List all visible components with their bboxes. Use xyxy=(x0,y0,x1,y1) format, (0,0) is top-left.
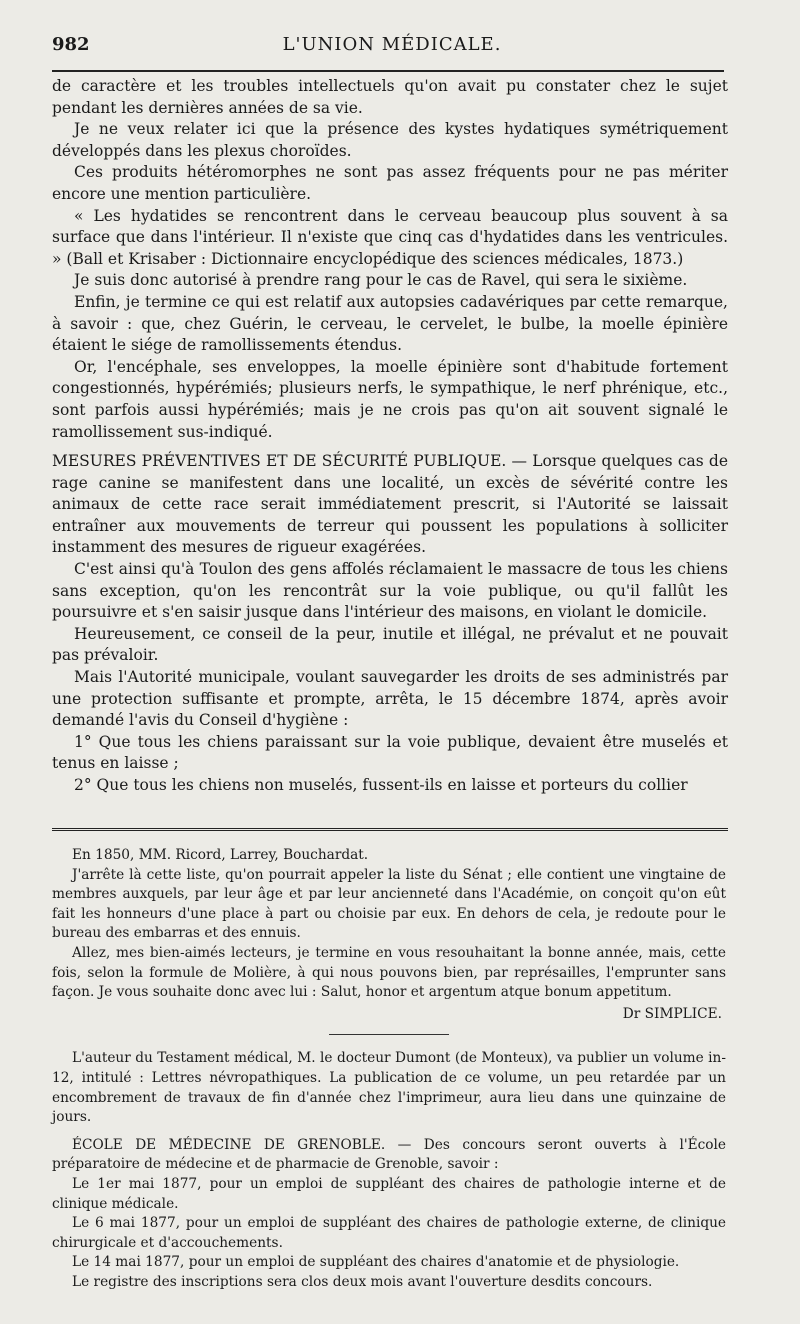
main-article xyxy=(52,76,728,797)
notice-paragraph: Le registre des inscriptions sera clos deux mois avant l'ouverture desdits concours. xyxy=(72,1273,653,1290)
signature: Dr SIMPLICE. xyxy=(622,1005,722,1022)
notice-paragraph: L'auteur du Testament médical, M. le docteur Dumont (de Monteux), va publier un volume in-12, intitulé : Lettres névropathiques. La publication de ce volume, un peu retardée par un encombrement de travaux de fin d'année chez l'imprimeur, aura lieu dans une quinzaine de jours. xyxy=(52,1050,726,1126)
paragraph: Ces produits hétéromorphes ne sont pas assez fréquents pour ne pas mériter encore une mention particulière. xyxy=(52,163,728,203)
paragraph: C'est ainsi qu'à Toulon des gens affolés réclamaient le massacre de tous les chiens sans exception, qu'on les rencontrât sur la voie publique, ou qu'il fallût les poursuivre et s'en saisir jusque dans l'intérieur des maisons, en violant le domicile. xyxy=(52,560,728,622)
running-title: L'UNION MÉDICALE. xyxy=(282,34,502,55)
page-header xyxy=(52,24,732,64)
feuilleton-section xyxy=(52,846,726,1292)
list-item: 1° Que tous les chiens paraissant sur la voie publique, devaient être muselés et tenus en laisse ; xyxy=(52,732,728,773)
section-gap xyxy=(52,443,728,451)
paragraph: Or, l'encéphale, ses enveloppes, la moelle épinière sont d'habitude fortement congestionnés, hypérémiés; plusieurs nerfs, le sympathique, le nerf phrénique, etc., sont parfois aussi hypérémiés; mais je ne crois pas qu'on ait souvent signalé le ramollissement sus-indiqué. xyxy=(52,357,728,441)
feuilleton-separator xyxy=(52,828,728,834)
paragraph: Heureusement, ce conseil de la peur, inutile et illégal, ne prévalut et ne pouvait pas prévaloir. xyxy=(52,624,728,665)
paragraph: Enfin, je termine ce qui est relatif aux autopsies cadavériques par cette remarque, à savoir : que, chez Guérin, le cerveau, le cervelet, le bulbe, la moelle épinière étaient le siége de ramollissements étendus. xyxy=(52,292,728,355)
notice-paragraph: ÉCOLE DE MÉDECINE DE GRENOBLE. — Des concours seront ouverts à l'École préparatoire de médecine et de pharmacie de Grenoble, savoir : xyxy=(52,1136,726,1173)
page-number: 982 xyxy=(52,34,90,55)
short-divider xyxy=(329,1034,449,1035)
notice-gap xyxy=(52,1128,726,1136)
notice-paragraph: Le 14 mai 1877, pour un emploi de suppléant des chaires d'anatomie et de physiologie. xyxy=(72,1254,680,1271)
feuilleton-paragraph: En 1850, MM. Ricord, Larrey, Bouchardat. xyxy=(72,847,369,863)
notice-paragraph: Le 1er mai 1877, pour un emploi de suppléant des chaires de pathologie interne et de clinique médicale. xyxy=(52,1175,726,1212)
feuilleton-paragraph: J'arrête là cette liste, qu'on pourrait appeler la liste du Sénat ; elle contient une vingtaine de membres auxquels, par leur âge et par leur ancienneté dans l'Académie, on conçoit qu'on eût fait les honneurs d'une place à part ou choisie par eux. En dehors de cela, je redoute pour le bureau des embarras et des ennuis. xyxy=(52,866,726,942)
quotation-paragraph: « Les hydatides se rencontrent dans le cerveau beaucoup plus souvent à sa surface que dans l'intérieur. Il n'existe que cinq cas d'hydatides dans les ventricules. » (Ball et Krisaber : Dictionnaire encyclopédique des sciences médicales, 1873.) xyxy=(52,206,728,268)
paragraph: Je suis donc autorisé à prendre rang pour le cas de Ravel, qui sera le sixième. xyxy=(74,271,688,290)
paragraph: Mais l'Autorité municipale, voulant sauvegarder les droits de ses administrés par une protection suffisante et prompte, arrêta, le 15 décembre 1874, après avoir demandé l'avis du Conseil d'hygiène : xyxy=(52,668,728,730)
feuilleton-paragraph: Allez, mes bien-aimés lecteurs, je termine en vous resouhaitant la bonne année, mais, cette fois, selon la formule de Molière, à qui nous pouvons bien, par représailles, l'emprunter sans façon. Je vous souhaite donc avec lui : Salut, honor et argentum atque bonum appetitum. xyxy=(52,944,726,1001)
header-rule xyxy=(52,70,724,72)
notice-paragraph: Le 6 mai 1877, pour un emploi de suppléant des chaires de pathologie externe, de clinique chirurgicale et d'accouchements. xyxy=(52,1215,726,1251)
list-item: 2° Que tous les chiens non muselés, fussent-ils en laisse et porteurs du collier xyxy=(74,776,688,794)
paragraph: de caractère et les troubles intellectuels qu'on avait pu constater chez le sujet pendant les dernières années de sa vie. xyxy=(52,77,728,117)
paragraph: Je ne veux relater ici que la présence des kystes hydatiques symétriquement développés dans les plexus choroïdes. xyxy=(52,120,728,160)
section-paragraph-mesures: MESURES PRÉVENTIVES ET DE SÉCURITÉ PUBLIQUE. — Lorsque quelques cas de rage canine se manifestent dans une localité, un excès de sévérité contre les animaux de cette race serait immédiatement prescrit, si l'Autorité se laissait entraîner aux mouvements de terreur qui poussent les populations à solliciter instamment des mesures de rigueur exagérées. xyxy=(52,452,728,557)
